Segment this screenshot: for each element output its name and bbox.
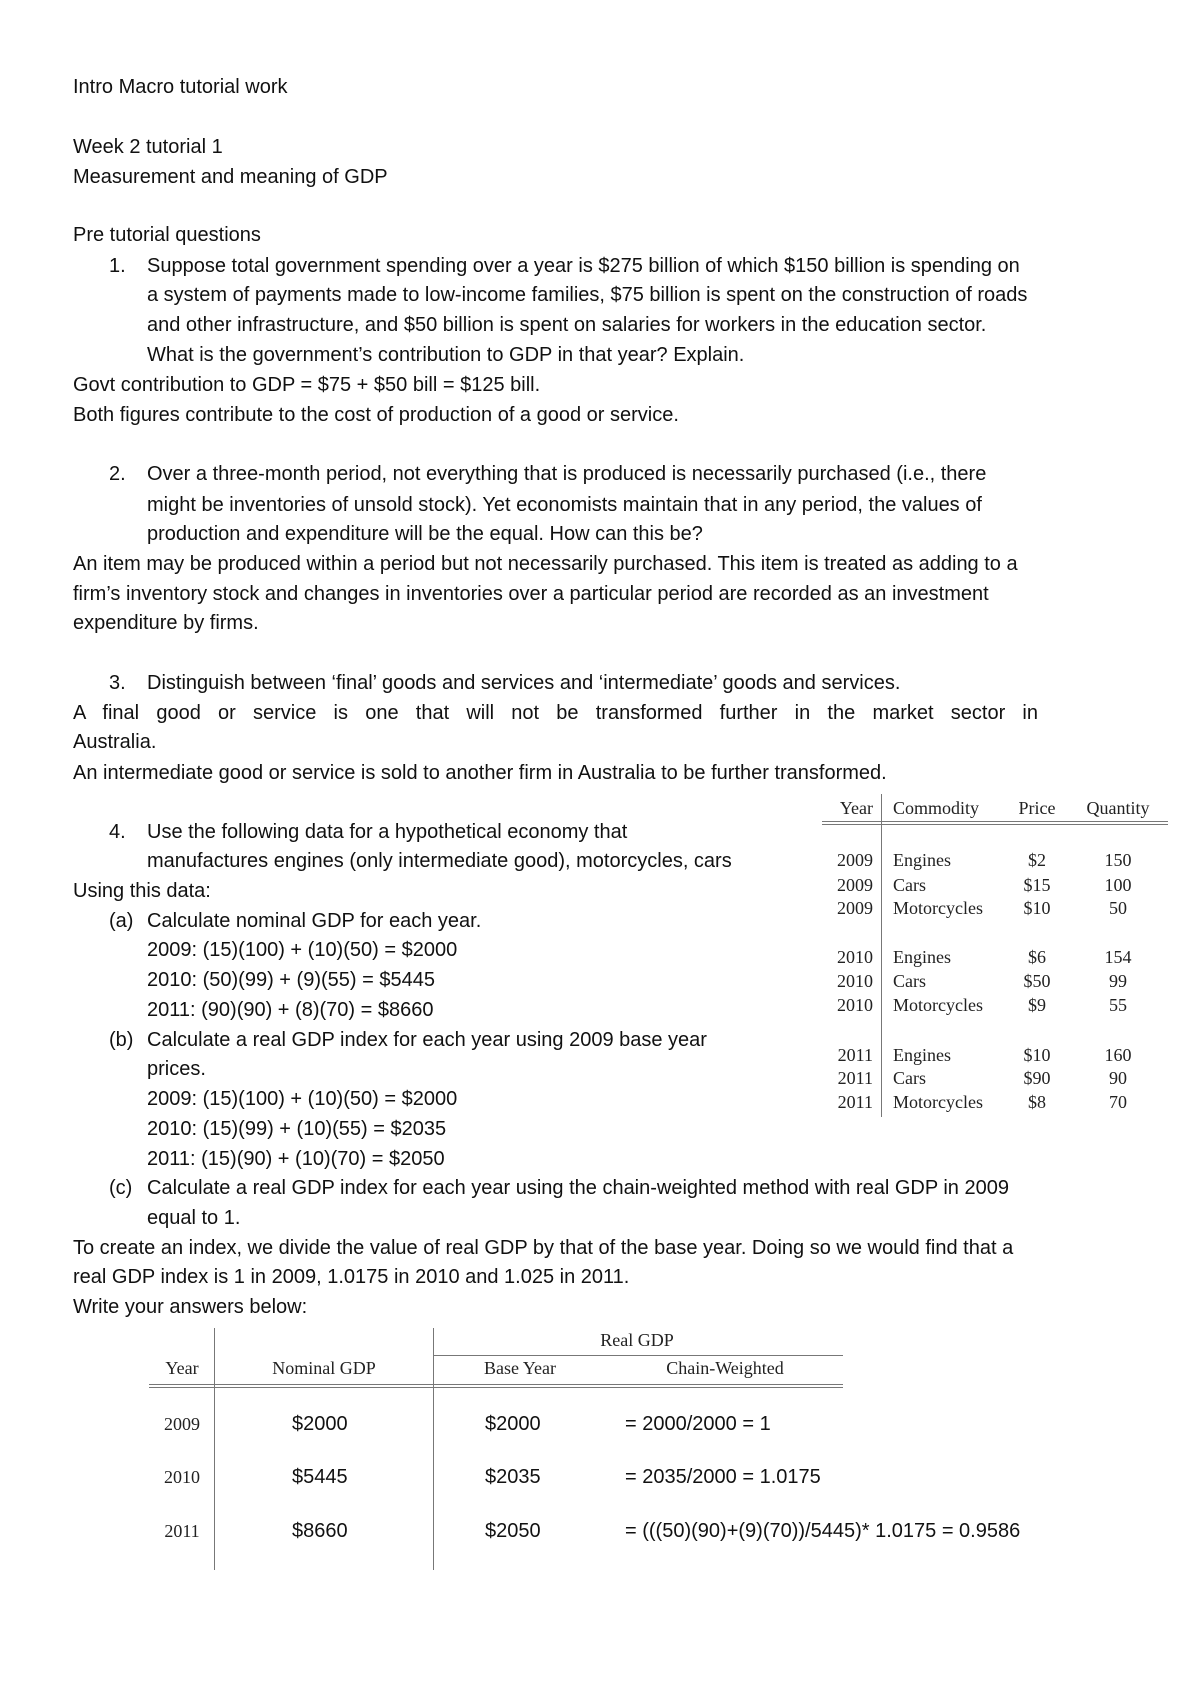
header-year: Year — [165, 1358, 199, 1378]
header-quantity: Quantity — [1086, 798, 1150, 818]
q4-answer: real GDP index is 1 in 2009, 1.0175 in 2010 and 1.025 in 2011. — [73, 1266, 630, 1288]
q4-line: Use the following data for a hypothetical economy that — [147, 821, 628, 843]
table-rule — [433, 1355, 843, 1356]
cell-chain-weighted: = 2035/2000 = 1.0175 — [625, 1466, 821, 1488]
cell-price: $15 — [1023, 875, 1051, 895]
cell-year: 2010 — [837, 971, 873, 991]
cell-base-year: $2035 — [485, 1466, 541, 1488]
cell-price: $9 — [1028, 995, 1046, 1015]
q4b-label: (b) — [109, 1029, 134, 1051]
cell-year: 2011 — [837, 1092, 873, 1112]
header-nominal-gdp: Nominal GDP — [272, 1358, 376, 1378]
q4-line: manufactures engines (only intermediate good), motorcycles, cars — [147, 850, 732, 872]
doc-title: Intro Macro tutorial work — [73, 76, 288, 98]
cell-quantity: 100 — [1104, 875, 1132, 895]
cell-price: $10 — [1023, 1045, 1051, 1065]
q4a-calc: 2009: (15)(100) + (10)(50) = $2000 — [147, 939, 458, 961]
header-commodity: Commodity — [893, 798, 980, 818]
q1-answer: Govt contribution to GDP = $75 + $50 bill = $125 bill. — [73, 374, 541, 396]
q2-line: Over a three-month period, not everything that is produced is necessarily purchased (i.e., there — [147, 463, 987, 485]
cell-year: 2010 — [164, 1467, 200, 1487]
table-divider — [881, 794, 882, 1117]
q2-line: might be inventories of unsold stock). Yet economists maintain that in any period, the values of — [147, 494, 982, 516]
table-rule — [149, 1387, 843, 1388]
q2-number: 2. — [109, 463, 126, 485]
q4b-text: prices. — [147, 1058, 206, 1080]
table-divider — [214, 1328, 215, 1570]
q3-answer: Australia. — [73, 731, 157, 753]
cell-quantity: 70 — [1109, 1092, 1127, 1112]
cell-year: 2009 — [164, 1414, 200, 1434]
cell-commodity: Engines — [893, 1045, 951, 1065]
table-rule — [149, 1384, 843, 1385]
cell-year: 2011 — [164, 1521, 200, 1541]
q4a-text: Calculate nominal GDP for each year. — [147, 910, 482, 932]
section-heading: Pre tutorial questions — [73, 224, 261, 246]
cell-nominal-gdp: $8660 — [292, 1520, 348, 1542]
cell-commodity: Cars — [893, 971, 926, 991]
cell-chain-weighted: = (((50)(90)+(9)(70))/5445)* 1.0175 = 0.9586 — [625, 1520, 1021, 1542]
cell-base-year: $2050 — [485, 1520, 541, 1542]
q4c-text: Calculate a real GDP index for each year using the chain-weighted method with real GDP in 2009 — [147, 1177, 1009, 1199]
topic-heading: Measurement and meaning of GDP — [73, 166, 388, 188]
cell-quantity: 160 — [1104, 1045, 1132, 1065]
q4a-calc: 2011: (90)(90) + (8)(70) = $8660 — [147, 999, 434, 1021]
cell-year: 2011 — [837, 1045, 873, 1065]
cell-price: $6 — [1028, 947, 1046, 967]
cell-price: $90 — [1023, 1068, 1051, 1088]
q4a-label: (a) — [109, 910, 134, 932]
cell-quantity: 154 — [1104, 947, 1132, 967]
header-year: Year — [839, 798, 873, 818]
cell-chain-weighted: = 2000/2000 = 1 — [625, 1413, 771, 1435]
cell-price: $50 — [1023, 971, 1051, 991]
cell-commodity: Engines — [893, 947, 951, 967]
cell-commodity: Engines — [893, 850, 951, 870]
q2-answer: firm’s inventory stock and changes in inventories over a particular period are recorded as an investment — [73, 583, 989, 605]
header-chain-weighted: Chain-Weighted — [666, 1358, 784, 1378]
q4c-text: equal to 1. — [147, 1207, 241, 1229]
cell-year: 2009 — [837, 875, 873, 895]
cell-commodity: Cars — [893, 875, 926, 895]
cell-price: $2 — [1028, 850, 1046, 870]
q3-number: 3. — [109, 672, 126, 694]
header-real-gdp: Real GDP — [600, 1330, 674, 1350]
q4a-calc: 2010: (50)(99) + (9)(55) = $5445 — [147, 969, 435, 991]
q4-answer: To create an index, we divide the value of real GDP by that of the base year. Doing so we would find that a — [73, 1237, 1014, 1259]
cell-commodity: Cars — [893, 1068, 926, 1088]
q4-number: 4. — [109, 821, 126, 843]
cell-commodity: Motorcycles — [893, 1092, 983, 1112]
q3-answer: A final good or service is one that will not be transformed further in the market sector in — [73, 702, 1038, 724]
cell-price: $10 — [1023, 898, 1051, 918]
cell-quantity: 150 — [1104, 850, 1132, 870]
q1-line: Suppose total government spending over a year is $275 billion of which $150 billion is spending on — [147, 255, 1020, 277]
q4-write: Write your answers below: — [73, 1296, 308, 1318]
q4c-label: (c) — [109, 1177, 133, 1199]
q1-line: a system of payments made to low-income families, $75 billion is spent on the construction of roads — [147, 284, 1028, 306]
cell-year: 2011 — [837, 1068, 873, 1088]
cell-price: $8 — [1028, 1092, 1046, 1112]
header-base-year: Base Year — [484, 1358, 556, 1378]
q3-answer: An intermediate good or service is sold to another firm in Australia to be further transformed. — [73, 762, 887, 784]
cell-year: 2010 — [837, 995, 873, 1015]
cell-quantity: 55 — [1109, 995, 1127, 1015]
q4b-calc: 2009: (15)(100) + (10)(50) = $2000 — [147, 1088, 458, 1110]
header-price: Price — [1018, 798, 1056, 818]
cell-nominal-gdp: $2000 — [292, 1413, 348, 1435]
q2-line: production and expenditure will be the equal. How can this be? — [147, 523, 703, 545]
table-rule — [822, 821, 1168, 822]
cell-nominal-gdp: $5445 — [292, 1466, 348, 1488]
q4-using: Using this data: — [73, 880, 211, 902]
cell-year: 2010 — [837, 947, 873, 967]
q2-answer: expenditure by firms. — [73, 612, 259, 634]
q1-line: and other infrastructure, and $50 billion is spent on salaries for workers in the education sector. — [147, 314, 987, 336]
cell-base-year: $2000 — [485, 1413, 541, 1435]
week-heading: Week 2 tutorial 1 — [73, 136, 223, 158]
q4b-calc: 2010: (15)(99) + (10)(55) = $2035 — [147, 1118, 447, 1140]
cell-quantity: 99 — [1109, 971, 1127, 991]
q1-line: What is the government’s contribution to GDP in that year? Explain. — [147, 344, 745, 366]
cell-commodity: Motorcycles — [893, 995, 983, 1015]
q2-answer: An item may be produced within a period but not necessarily purchased. This item is treated as adding to a — [73, 553, 1018, 575]
q3-line: Distinguish between ‘final’ goods and services and ‘intermediate’ goods and services. — [147, 672, 901, 694]
q4b-calc: 2011: (15)(90) + (10)(70) = $2050 — [147, 1148, 445, 1170]
table-divider — [433, 1328, 434, 1570]
cell-commodity: Motorcycles — [893, 898, 983, 918]
table-rule — [822, 824, 1168, 825]
cell-year: 2009 — [837, 850, 873, 870]
q1-number: 1. — [109, 255, 126, 277]
cell-year: 2009 — [837, 898, 873, 918]
cell-quantity: 90 — [1109, 1068, 1127, 1088]
q1-answer: Both figures contribute to the cost of production of a good or service. — [73, 404, 679, 426]
cell-quantity: 50 — [1109, 898, 1127, 918]
q4b-text: Calculate a real GDP index for each year using 2009 base year — [147, 1029, 707, 1051]
